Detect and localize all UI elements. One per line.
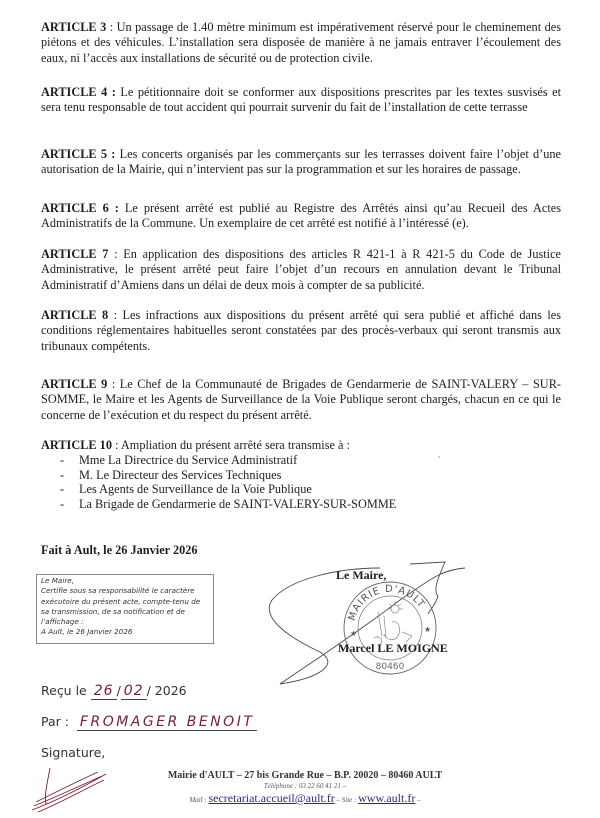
article-8: ARTICLE 8 : Les infractions aux dispositions du présent arrêté qui sera publié et affiché dans les conditions réglementaires habituelles seront constatées par des procès-verbaux qui seront transmis aux tribunaux compétents. <box>41 308 561 353</box>
signatory-title: Le Maire, <box>336 568 387 582</box>
par-label: Par : <box>41 714 69 729</box>
article-text: En application des dispositions des articles R 421-1 à R 421-5 du Code de Justice Administrative, le présent arrêté peut faire l’objet d’un recours en annulation devant le Tribunal Administratif d’Amiens dans un délai de deux mois à compter de sa publicité. <box>41 247 561 292</box>
mairie-stamp <box>340 576 440 676</box>
article-text: Le pétitionnaire doit se conformer aux dispositions prescrites par les textes susvisés et sera tenu responsable de tout accident qui pourrait survenir du fait de l’installation de cette terrasse <box>41 85 561 115</box>
article-text: Le Chef de la Communauté de Brigades de Gendarmerie de SAINT-VALERY – SUR-SOMME, le Maire et les Agents de Surveillance de la Voie Publique seront chargés, chacun en ce qui le concerne de l’exécution et du respect du présent arrêté. <box>41 377 561 422</box>
article-heading: ARTICLE 4 : <box>41 85 116 99</box>
list-item: - Mme La Directrice du Service Administratif <box>60 453 298 467</box>
stamp-text: MAIRIE D'AULT <box>346 583 427 623</box>
footer-contact: Mail : secretariat.accueil@ault.fr – Site : www.ault.fr – <box>189 791 421 805</box>
receipt-label: Reçu le <box>41 683 87 698</box>
article-text: Les infractions aux dispositions du présent arrêté qui sera publié et affiché dans les conditions réglementaires habituelles seront constatées par des procès-verbaux qui seront transmis aux tribunaux compétents. <box>41 308 561 353</box>
scan-speck <box>438 456 440 458</box>
article-9: ARTICLE 9 : Le Chef de la Communauté de Brigades de Gendarmerie de SAINT-VALERY – SUR-SOMME, le Maire et les Agents de Surveillance de la Voie Publique seront chargés, chacun en ce qui le concerne de l’exécution et du respect du présent arrêté. <box>41 377 561 422</box>
article-heading: ARTICLE 9 <box>41 377 108 391</box>
list-item: - Les Agents de Surveillance de la Voie Publique <box>60 482 312 497</box>
receipt-month: 02 <box>121 683 147 700</box>
place-date-line: Fait à Ault, le 26 Janvier 2026 <box>41 543 198 557</box>
article-heading: ARTICLE 8 <box>41 308 109 322</box>
article-heading: ARTICLE 5 : <box>41 147 116 161</box>
article-7: ARTICLE 7 : En application des dispositions des articles R 421-1 à R 421-5 du Code de Justice Administrative, le présent arrêté peut faire l’objet d’un recours en annulation devant le Tribunal Administratif d’Amiens dans un délai de deux mois à compter de sa publicité. <box>41 247 561 292</box>
list-item: - M. Le Directeur des Services Techniques <box>60 467 282 482</box>
article-6 <box>41 201 561 232</box>
article-10: ARTICLE 10 : Ampliation du présent arrêté sera transmise à : <box>41 438 350 452</box>
article-text: Les concerts organisés par les commerçants sur les terrasses doivent faire l’objet d’une autorisation de la Mairie, qui n’intervient pas sur la programmation et sur les horaires de passage. <box>41 147 562 177</box>
stamp-postcode: 80460 <box>375 662 405 672</box>
recipient-list <box>60 453 396 512</box>
article-text: Un passage de 1.40 mètre minimum est impérativement réservé pour le cheminement des piétons et des véhicules. L’installation sera disposée de manière à ne jamais entraver l’écoulement des eaux, ni l’accès aux installations de sécurité ou de protection civile. <box>41 20 561 65</box>
star-icon: ★ <box>424 625 432 634</box>
article-text: Ampliation du présent arrêté sera transmise à : <box>120 438 350 452</box>
receiver-name: FROMAGER BENOIT <box>77 714 257 731</box>
footer-telephone: Téléphone : 03 22 60 41 21 – <box>263 782 347 790</box>
signature-label: Signature, <box>41 745 106 760</box>
list-item: - La Brigade de Gendarmerie de SAINT-VALERY-SUR-SOMME <box>60 497 397 512</box>
article-heading: ARTICLE 10 <box>41 438 112 452</box>
receiver-signature <box>28 760 108 815</box>
page-footer <box>140 770 470 806</box>
website-link[interactable]: www.ault.fr <box>358 791 416 805</box>
coat-of-arms-icon <box>374 601 412 646</box>
certification-box: Le Maire, Certifie sous sa responsabilité le caractère exécutoire du présent acte, compte-tenu de sa transmission, de sa notification et de l’affichage : A Ault, le 26 Janvier 2026 <box>36 574 214 644</box>
article-text: Le présent arrêté est publié au Registre des Arrêtés ainsi qu’au Recueil des Actes Administratifs de la Commune. Un exemplaire de cet arrêté est notifié à l’intéressé (e). <box>41 201 561 231</box>
receipt-by <box>41 714 257 730</box>
signatory-name: Marcel LE MOIGNE <box>338 641 448 655</box>
star-icon: ★ <box>350 629 358 638</box>
receipt-day: 26 <box>91 683 117 700</box>
article-3: ARTICLE 3 : Un passage de 1.40 mètre minimum est impérativement réservé pour le cheminement des piétons et des véhicules. L’installation sera disposée de manière à ne jamais entraver l’écoulement des eaux, ni l’accès aux installations de sécurité ou de protection civile. <box>41 20 561 65</box>
article-5 <box>41 147 561 178</box>
receipt-date: Reçu le 26 / 02 / 2026 <box>41 683 187 699</box>
article-heading: ARTICLE 7 <box>41 247 109 261</box>
email-link[interactable]: secretariat.accueil@ault.fr <box>208 791 335 805</box>
footer-address: Mairie d'AULT – 27 bis Grande Rue – B.P. 20020 – 80460 AULT <box>167 770 443 781</box>
article-4 <box>41 85 561 116</box>
receipt-year: 2026 <box>154 683 187 698</box>
article-heading: ARTICLE 3 <box>41 20 107 34</box>
article-heading: ARTICLE 6 : <box>41 201 119 215</box>
